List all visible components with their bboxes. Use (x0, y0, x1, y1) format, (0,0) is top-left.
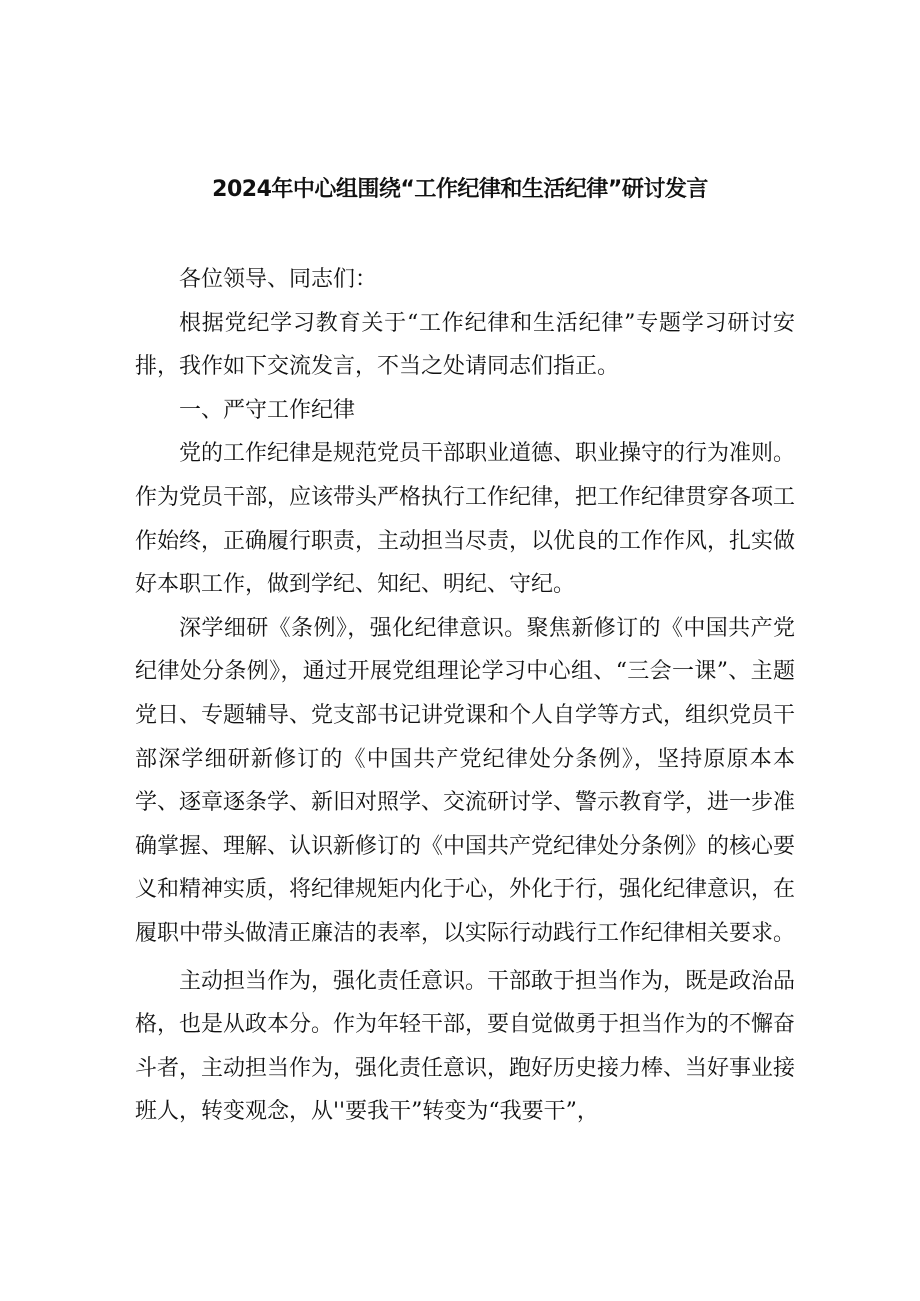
document-body (135, 258, 795, 1134)
body-paragraph: 党的工作纪律是规范党员干部职业道德、职业操守的行为准则。作为党员干部，应该带头严格执行工作纪律，把工作纪律贯穿各项工作始终，正确履行职责，主动担当尽责，以优良的工作作风，扎实做好本职工作，做到学纪、知纪、明纪、守纪。 (135, 441, 796, 598)
salutation: 各位领导、同志们： (179, 267, 378, 292)
section-heading: 一、严守工作纪律 (179, 397, 356, 423)
body-paragraph: 深学细研《条例》，强化纪律意识。聚焦新修订的《中国共产党纪律处分条例》，通过开展党组理论学习中心组、“三会一课”、主题党日、专题辅导、党支部书记讲党课和个人自学等方式，组织党员干部深学细研新修订的《中国共产党纪律处分条例》，坚持原原本本学、逐章逐条学、新旧对照学、交流研讨学、警示教育学，进一步准确掌握、理解、认识新修订的《中国共产党纪律处分条例》的核心要义和精神实质，将纪律规矩内化于心，外化于行，强化纪律意识，在履职中带头做清正廉洁的表率，以实际行动践行工作纪律相关要求。 (135, 615, 796, 946)
body-paragraph: 主动担当作为，强化责任意识。干部敢于担当作为，既是政治品格，也是从政本分。作为年轻干部，要自觉做勇于担当作为的不懈奋斗者，主动担当作为，强化责任意识，跑好历史接力棒、当好事业接班人，转变观念，从''要我干”转变为“我要干”， (135, 968, 796, 1125)
intro-paragraph: 根据党纪学习教育关于“工作纪律和生活纪律”专题学习研讨安排，我作如下交流发言，不当之处请同志们指正。 (135, 310, 795, 380)
document-title: 2024年中心组围绕“工作纪律和生活纪律”研讨发言 (212, 177, 708, 202)
